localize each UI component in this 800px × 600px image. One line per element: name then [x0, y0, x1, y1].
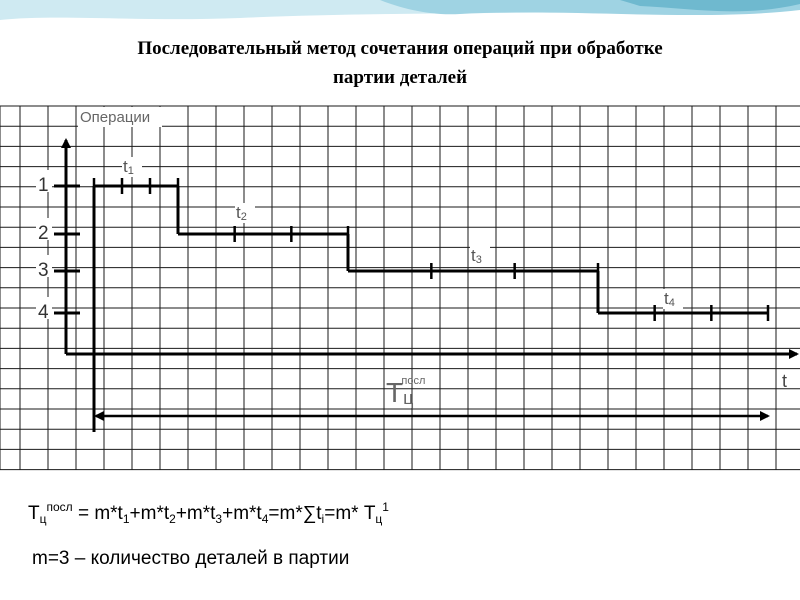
operation-labels — [36, 170, 80, 323]
operation-label-3: 3 — [38, 260, 49, 281]
operation-label-2: 2 — [38, 223, 49, 244]
cycle-time-formula: $Т_ц^{посл} = m*t_1+m*t_2+m*t_3+m*t_4=m*\sum t_i=m*$ $Т_ц^1$ — [28, 500, 389, 526]
y-axis-label: Операции — [80, 109, 151, 126]
cycle-time-label: Тцпосл — [386, 375, 426, 408]
operation-label-1: 1 — [38, 175, 49, 196]
operation-label-4: 4 — [38, 302, 49, 323]
x-axis-label: t — [782, 371, 788, 391]
stage-label-t4: t4 — [664, 289, 675, 309]
stage-label-t1: t1 — [123, 157, 134, 177]
operation-stages — [94, 157, 768, 321]
title-line-1: Последовательный метод сочетания операций при обработке — [137, 38, 663, 59]
stage-label-t3: t3 — [471, 246, 482, 266]
batch-size-note: m=3 – количество деталей в партии — [32, 548, 350, 569]
stage-label-t2: t2 — [236, 203, 247, 223]
title-line-2: партии деталей — [332, 67, 468, 88]
